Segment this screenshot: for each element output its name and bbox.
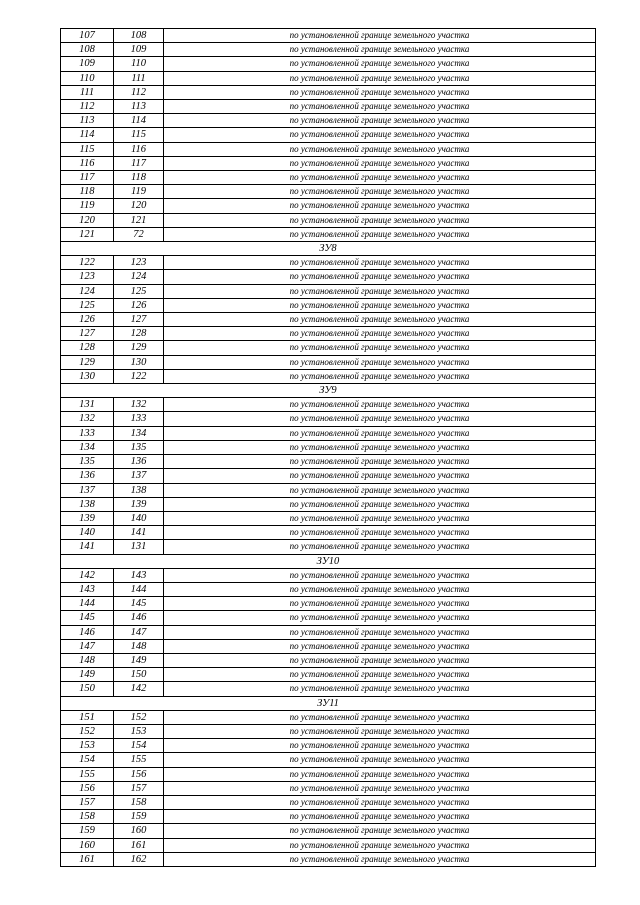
boundary-description-cell: по установленной границе земельного участка bbox=[164, 611, 596, 625]
point-from-cell: 140 bbox=[61, 526, 114, 540]
boundary-description-cell: по установленной границе земельного участка bbox=[164, 668, 596, 682]
boundary-description-cell: по установленной границе земельного участка bbox=[164, 85, 596, 99]
point-from-cell: 144 bbox=[61, 597, 114, 611]
point-to-cell: 159 bbox=[114, 810, 164, 824]
table-row bbox=[61, 412, 596, 426]
point-from-cell: 135 bbox=[61, 455, 114, 469]
point-to-cell: 135 bbox=[114, 440, 164, 454]
point-to-cell: 124 bbox=[114, 270, 164, 284]
point-to-cell: 147 bbox=[114, 625, 164, 639]
table-body bbox=[61, 29, 596, 867]
boundary-description-cell: по установленной границе земельного участка bbox=[164, 795, 596, 809]
point-to-cell: 128 bbox=[114, 327, 164, 341]
table-row bbox=[61, 582, 596, 596]
boundary-description-table bbox=[60, 28, 596, 867]
point-from-cell: 118 bbox=[61, 185, 114, 199]
point-from-cell: 159 bbox=[61, 824, 114, 838]
boundary-description-cell: по установленной границе земельного участка bbox=[164, 724, 596, 738]
boundary-description-cell: по установленной границе земельного участка bbox=[164, 455, 596, 469]
boundary-description-cell: по установленной границе земельного участка bbox=[164, 114, 596, 128]
boundary-description-cell: по установленной границе земельного участка bbox=[164, 171, 596, 185]
table-row bbox=[61, 43, 596, 57]
point-from-cell: 142 bbox=[61, 568, 114, 582]
point-to-cell: 149 bbox=[114, 653, 164, 667]
table-row bbox=[61, 355, 596, 369]
point-to-cell: 127 bbox=[114, 313, 164, 327]
point-to-cell: 156 bbox=[114, 767, 164, 781]
boundary-description-cell: по установленной границе земельного участка bbox=[164, 540, 596, 554]
point-to-cell: 142 bbox=[114, 682, 164, 696]
point-to-cell: 72 bbox=[114, 227, 164, 241]
table-row bbox=[61, 185, 596, 199]
table-row bbox=[61, 469, 596, 483]
point-from-cell: 148 bbox=[61, 653, 114, 667]
point-from-cell: 134 bbox=[61, 440, 114, 454]
table-row bbox=[61, 213, 596, 227]
point-from-cell: 127 bbox=[61, 327, 114, 341]
table-row bbox=[61, 668, 596, 682]
point-to-cell: 150 bbox=[114, 668, 164, 682]
section-header-row bbox=[61, 696, 596, 710]
point-from-cell: 145 bbox=[61, 611, 114, 625]
boundary-description-cell: по установленной границе земельного участка bbox=[164, 511, 596, 525]
point-from-cell: 115 bbox=[61, 142, 114, 156]
table-row bbox=[61, 597, 596, 611]
point-to-cell: 148 bbox=[114, 639, 164, 653]
point-from-cell: 143 bbox=[61, 582, 114, 596]
boundary-description-cell: по установленной границе земельного участка bbox=[164, 199, 596, 213]
boundary-description-cell: по установленной границе земельного участка bbox=[164, 653, 596, 667]
boundary-description-cell: по установленной границе земельного участка bbox=[164, 469, 596, 483]
boundary-description-cell: по установленной границе земельного участка bbox=[164, 256, 596, 270]
boundary-description-cell: по установленной границе земельного участка bbox=[164, 753, 596, 767]
table-row bbox=[61, 739, 596, 753]
table-row bbox=[61, 85, 596, 99]
boundary-description-cell: по установленной границе земельного участка bbox=[164, 142, 596, 156]
point-from-cell: 108 bbox=[61, 43, 114, 57]
boundary-description-cell: по установленной границе земельного участка bbox=[164, 156, 596, 170]
section-header-row bbox=[61, 554, 596, 568]
boundary-description-cell: по установленной границе земельного участка bbox=[164, 43, 596, 57]
point-to-cell: 119 bbox=[114, 185, 164, 199]
point-from-cell: 125 bbox=[61, 298, 114, 312]
boundary-description-cell: по установленной границе земельного участка bbox=[164, 597, 596, 611]
boundary-description-cell: по установленной границе земельного участка bbox=[164, 227, 596, 241]
point-to-cell: 161 bbox=[114, 838, 164, 852]
point-to-cell: 143 bbox=[114, 568, 164, 582]
point-from-cell: 156 bbox=[61, 781, 114, 795]
point-to-cell: 126 bbox=[114, 298, 164, 312]
boundary-description-cell: по установленной границе земельного участка bbox=[164, 284, 596, 298]
point-from-cell: 151 bbox=[61, 710, 114, 724]
point-from-cell: 111 bbox=[61, 85, 114, 99]
table-row bbox=[61, 838, 596, 852]
point-to-cell: 108 bbox=[114, 29, 164, 43]
boundary-description-cell: по установленной границе земельного участка bbox=[164, 483, 596, 497]
table-row bbox=[61, 568, 596, 582]
table-row bbox=[61, 57, 596, 71]
boundary-description-cell: по установленной границе земельного участка bbox=[164, 298, 596, 312]
point-to-cell: 146 bbox=[114, 611, 164, 625]
point-to-cell: 144 bbox=[114, 582, 164, 596]
point-from-cell: 119 bbox=[61, 199, 114, 213]
point-to-cell: 112 bbox=[114, 85, 164, 99]
point-from-cell: 130 bbox=[61, 369, 114, 383]
boundary-description-cell: по установленной границе земельного участка bbox=[164, 497, 596, 511]
point-from-cell: 150 bbox=[61, 682, 114, 696]
table-row bbox=[61, 540, 596, 554]
point-from-cell: 121 bbox=[61, 227, 114, 241]
table-row bbox=[61, 256, 596, 270]
boundary-description-cell: по установленной границе земельного участка bbox=[164, 426, 596, 440]
point-to-cell: 132 bbox=[114, 398, 164, 412]
table-row bbox=[61, 497, 596, 511]
point-from-cell: 138 bbox=[61, 497, 114, 511]
boundary-description-cell: по установленной границе земельного участка bbox=[164, 100, 596, 114]
point-from-cell: 128 bbox=[61, 341, 114, 355]
section-header-row bbox=[61, 242, 596, 256]
boundary-description-cell: по установленной границе земельного участка bbox=[164, 739, 596, 753]
table-row bbox=[61, 398, 596, 412]
boundary-description-cell: по установленной границе земельного участка bbox=[164, 412, 596, 426]
table-row bbox=[61, 724, 596, 738]
table-row bbox=[61, 128, 596, 142]
table-row bbox=[61, 781, 596, 795]
table-row bbox=[61, 156, 596, 170]
table-row bbox=[61, 426, 596, 440]
table-row bbox=[61, 71, 596, 85]
table-row bbox=[61, 142, 596, 156]
boundary-description-cell: по установленной границе земельного участка bbox=[164, 710, 596, 724]
boundary-description-cell: по установленной границе земельного участка bbox=[164, 824, 596, 838]
point-from-cell: 132 bbox=[61, 412, 114, 426]
point-to-cell: 153 bbox=[114, 724, 164, 738]
point-to-cell: 121 bbox=[114, 213, 164, 227]
point-to-cell: 118 bbox=[114, 171, 164, 185]
point-from-cell: 158 bbox=[61, 810, 114, 824]
boundary-description-cell: по установленной границе земельного участка bbox=[164, 355, 596, 369]
point-from-cell: 160 bbox=[61, 838, 114, 852]
point-from-cell: 124 bbox=[61, 284, 114, 298]
point-from-cell: 155 bbox=[61, 767, 114, 781]
point-to-cell: 138 bbox=[114, 483, 164, 497]
table-row bbox=[61, 313, 596, 327]
point-to-cell: 162 bbox=[114, 852, 164, 866]
point-to-cell: 129 bbox=[114, 341, 164, 355]
point-from-cell: 133 bbox=[61, 426, 114, 440]
point-from-cell: 116 bbox=[61, 156, 114, 170]
boundary-description-cell: по установленной границе земельного участка bbox=[164, 327, 596, 341]
table-row bbox=[61, 753, 596, 767]
boundary-description-cell: по установленной границе земельного участка bbox=[164, 838, 596, 852]
boundary-description-cell: по установленной границе земельного участка bbox=[164, 582, 596, 596]
boundary-description-cell: по установленной границе земельного участка bbox=[164, 270, 596, 284]
point-from-cell: 131 bbox=[61, 398, 114, 412]
point-to-cell: 157 bbox=[114, 781, 164, 795]
point-from-cell: 114 bbox=[61, 128, 114, 142]
table-row bbox=[61, 511, 596, 525]
boundary-description-cell: по установленной границе земельного участка bbox=[164, 398, 596, 412]
boundary-description-cell: по установленной границе земельного участка bbox=[164, 57, 596, 71]
point-from-cell: 120 bbox=[61, 213, 114, 227]
point-to-cell: 140 bbox=[114, 511, 164, 525]
table-row bbox=[61, 526, 596, 540]
boundary-description-cell: по установленной границе земельного участка bbox=[164, 781, 596, 795]
point-to-cell: 133 bbox=[114, 412, 164, 426]
point-from-cell: 129 bbox=[61, 355, 114, 369]
boundary-description-cell: по установленной границе земельного участка bbox=[164, 526, 596, 540]
table-row bbox=[61, 455, 596, 469]
point-from-cell: 141 bbox=[61, 540, 114, 554]
point-from-cell: 109 bbox=[61, 57, 114, 71]
point-to-cell: 139 bbox=[114, 497, 164, 511]
table-row bbox=[61, 341, 596, 355]
point-to-cell: 120 bbox=[114, 199, 164, 213]
point-to-cell: 134 bbox=[114, 426, 164, 440]
table-row bbox=[61, 852, 596, 866]
table-row bbox=[61, 682, 596, 696]
boundary-description-cell: по установленной границе земельного участка bbox=[164, 29, 596, 43]
point-to-cell: 130 bbox=[114, 355, 164, 369]
table-row bbox=[61, 284, 596, 298]
table-row bbox=[61, 171, 596, 185]
section-title: ЗУ11 bbox=[61, 696, 596, 710]
point-from-cell: 113 bbox=[61, 114, 114, 128]
table-row bbox=[61, 710, 596, 724]
table-row bbox=[61, 795, 596, 809]
table-row bbox=[61, 767, 596, 781]
boundary-description-cell: по установленной границе земельного участка bbox=[164, 341, 596, 355]
point-to-cell: 122 bbox=[114, 369, 164, 383]
table-row bbox=[61, 810, 596, 824]
point-to-cell: 113 bbox=[114, 100, 164, 114]
point-from-cell: 139 bbox=[61, 511, 114, 525]
point-to-cell: 160 bbox=[114, 824, 164, 838]
table-row bbox=[61, 298, 596, 312]
point-to-cell: 117 bbox=[114, 156, 164, 170]
boundary-description-cell: по установленной границе земельного участка bbox=[164, 71, 596, 85]
point-to-cell: 141 bbox=[114, 526, 164, 540]
boundary-description-cell: по установленной границе земельного участка bbox=[164, 568, 596, 582]
point-from-cell: 126 bbox=[61, 313, 114, 327]
point-to-cell: 137 bbox=[114, 469, 164, 483]
point-from-cell: 146 bbox=[61, 625, 114, 639]
point-to-cell: 125 bbox=[114, 284, 164, 298]
table-row bbox=[61, 625, 596, 639]
boundary-description-cell: по установленной границе земельного участка bbox=[164, 639, 596, 653]
point-to-cell: 115 bbox=[114, 128, 164, 142]
table-row bbox=[61, 611, 596, 625]
point-to-cell: 155 bbox=[114, 753, 164, 767]
point-to-cell: 110 bbox=[114, 57, 164, 71]
table-row bbox=[61, 653, 596, 667]
section-title: ЗУ8 bbox=[61, 242, 596, 256]
boundary-description-cell: по установленной границе земельного участка bbox=[164, 313, 596, 327]
table-row bbox=[61, 824, 596, 838]
table-row bbox=[61, 227, 596, 241]
point-from-cell: 154 bbox=[61, 753, 114, 767]
point-to-cell: 145 bbox=[114, 597, 164, 611]
point-to-cell: 116 bbox=[114, 142, 164, 156]
table-row bbox=[61, 483, 596, 497]
point-to-cell: 114 bbox=[114, 114, 164, 128]
point-to-cell: 109 bbox=[114, 43, 164, 57]
point-to-cell: 131 bbox=[114, 540, 164, 554]
point-from-cell: 112 bbox=[61, 100, 114, 114]
boundary-description-cell: по установленной границе земельного участка bbox=[164, 369, 596, 383]
table-row bbox=[61, 369, 596, 383]
boundary-description-cell: по установленной границе земельного участка bbox=[164, 128, 596, 142]
point-from-cell: 107 bbox=[61, 29, 114, 43]
boundary-description-cell: по установленной границе земельного участка bbox=[164, 682, 596, 696]
section-title: ЗУ10 bbox=[61, 554, 596, 568]
point-from-cell: 153 bbox=[61, 739, 114, 753]
point-to-cell: 111 bbox=[114, 71, 164, 85]
boundary-description-cell: по установленной границе земельного участка bbox=[164, 185, 596, 199]
boundary-description-cell: по установленной границе земельного участка bbox=[164, 767, 596, 781]
table-row bbox=[61, 114, 596, 128]
boundary-description-cell: по установленной границе земельного участка bbox=[164, 440, 596, 454]
table-row bbox=[61, 29, 596, 43]
table-row bbox=[61, 270, 596, 284]
point-from-cell: 157 bbox=[61, 795, 114, 809]
boundary-description-cell: по установленной границе земельного участка bbox=[164, 810, 596, 824]
point-from-cell: 110 bbox=[61, 71, 114, 85]
boundary-description-cell: по установленной границе земельного участка bbox=[164, 625, 596, 639]
point-from-cell: 117 bbox=[61, 171, 114, 185]
point-to-cell: 136 bbox=[114, 455, 164, 469]
boundary-description-cell: по установленной границе земельного участка bbox=[164, 852, 596, 866]
table-row bbox=[61, 327, 596, 341]
point-to-cell: 158 bbox=[114, 795, 164, 809]
table-row bbox=[61, 639, 596, 653]
point-to-cell: 154 bbox=[114, 739, 164, 753]
section-header-row bbox=[61, 384, 596, 398]
point-to-cell: 152 bbox=[114, 710, 164, 724]
table-row bbox=[61, 100, 596, 114]
point-from-cell: 152 bbox=[61, 724, 114, 738]
point-from-cell: 123 bbox=[61, 270, 114, 284]
point-from-cell: 122 bbox=[61, 256, 114, 270]
document-page bbox=[60, 28, 595, 867]
table-row bbox=[61, 199, 596, 213]
table-row bbox=[61, 440, 596, 454]
point-from-cell: 137 bbox=[61, 483, 114, 497]
point-to-cell: 123 bbox=[114, 256, 164, 270]
point-from-cell: 149 bbox=[61, 668, 114, 682]
boundary-description-cell: по установленной границе земельного участка bbox=[164, 213, 596, 227]
point-from-cell: 161 bbox=[61, 852, 114, 866]
point-from-cell: 147 bbox=[61, 639, 114, 653]
point-from-cell: 136 bbox=[61, 469, 114, 483]
section-title: ЗУ9 bbox=[61, 384, 596, 398]
